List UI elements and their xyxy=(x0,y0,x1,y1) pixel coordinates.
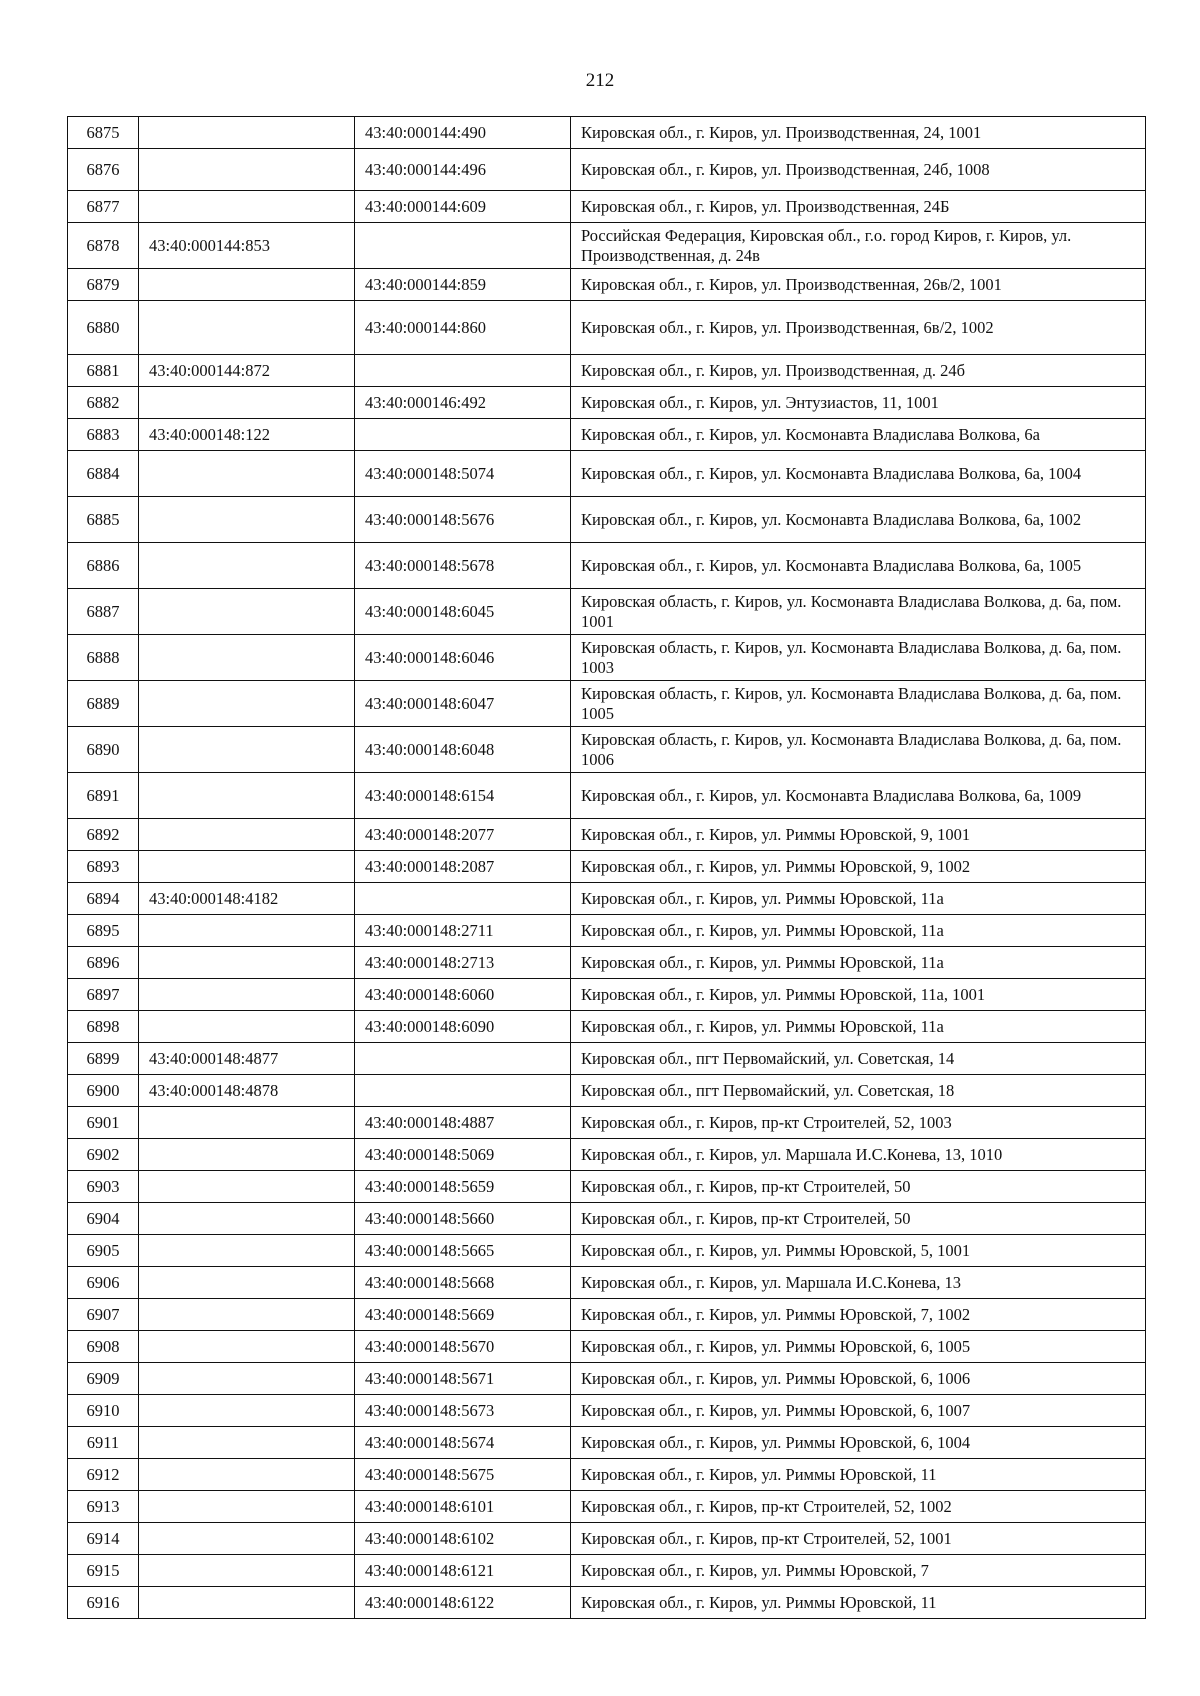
building-cadastral-cell: 43:40:000148:5671 xyxy=(355,1363,571,1395)
land-cadastral-cell xyxy=(139,451,355,497)
row-number-cell: 6894 xyxy=(68,883,139,915)
building-cadastral-cell: 43:40:000148:5074 xyxy=(355,451,571,497)
table-row xyxy=(68,1523,1146,1555)
row-number-cell: 6897 xyxy=(68,979,139,1011)
address-cell: Кировская обл., г. Киров, пр-кт Строителей, 50 xyxy=(571,1171,1146,1203)
row-number-cell: 6905 xyxy=(68,1235,139,1267)
land-cadastral-cell xyxy=(139,1491,355,1523)
address-cell: Кировская обл., г. Киров, пр-кт Строителей, 52, 1002 xyxy=(571,1491,1146,1523)
table-row xyxy=(68,149,1146,191)
table-row xyxy=(68,947,1146,979)
land-cadastral-cell xyxy=(139,1395,355,1427)
row-number-cell: 6889 xyxy=(68,681,139,727)
row-number-cell: 6901 xyxy=(68,1107,139,1139)
building-cadastral-cell: 43:40:000148:2077 xyxy=(355,819,571,851)
land-cadastral-cell xyxy=(139,1331,355,1363)
table-row xyxy=(68,1043,1146,1075)
land-cadastral-cell xyxy=(139,1459,355,1491)
table-row xyxy=(68,117,1146,149)
land-cadastral-cell: 43:40:000144:872 xyxy=(139,355,355,387)
building-cadastral-cell: 43:40:000144:496 xyxy=(355,149,571,191)
row-number-cell: 6902 xyxy=(68,1139,139,1171)
land-cadastral-cell xyxy=(139,1363,355,1395)
table-row xyxy=(68,1427,1146,1459)
address-cell: Кировская обл., г. Киров, ул. Риммы Юровской, 9, 1001 xyxy=(571,819,1146,851)
building-cadastral-cell: 43:40:000148:5659 xyxy=(355,1171,571,1203)
table-row xyxy=(68,269,1146,301)
page-number: 212 xyxy=(585,70,615,91)
table-row xyxy=(68,819,1146,851)
table-row xyxy=(68,635,1146,681)
land-cadastral-cell xyxy=(139,1107,355,1139)
row-number-cell: 6915 xyxy=(68,1555,139,1587)
row-number-cell: 6896 xyxy=(68,947,139,979)
address-cell: Кировская обл., г. Киров, ул. Производственная, 24б, 1008 xyxy=(571,149,1146,191)
land-cadastral-cell: 43:40:000148:4877 xyxy=(139,1043,355,1075)
land-cadastral-cell xyxy=(139,387,355,419)
land-cadastral-cell xyxy=(139,1555,355,1587)
land-cadastral-cell xyxy=(139,1011,355,1043)
address-cell: Кировская обл., г. Киров, ул. Производственная, 24, 1001 xyxy=(571,117,1146,149)
land-cadastral-cell xyxy=(139,1267,355,1299)
row-number-cell: 6904 xyxy=(68,1203,139,1235)
address-cell: Кировская обл., г. Киров, пр-кт Строителей, 52, 1001 xyxy=(571,1523,1146,1555)
table-row xyxy=(68,773,1146,819)
row-number-cell: 6906 xyxy=(68,1267,139,1299)
row-number-cell: 6900 xyxy=(68,1075,139,1107)
row-number-cell: 6886 xyxy=(68,543,139,589)
row-number-cell: 6914 xyxy=(68,1523,139,1555)
row-number-cell: 6895 xyxy=(68,915,139,947)
table-row xyxy=(68,451,1146,497)
table-row xyxy=(68,589,1146,635)
row-number-cell: 6908 xyxy=(68,1331,139,1363)
table-row xyxy=(68,727,1146,773)
address-cell: Кировская обл., пгт Первомайский, ул. Советская, 18 xyxy=(571,1075,1146,1107)
row-number-cell: 6909 xyxy=(68,1363,139,1395)
address-cell: Кировская обл., г. Киров, ул. Маршала И.С.Конева, 13, 1010 xyxy=(571,1139,1146,1171)
row-number-cell: 6878 xyxy=(68,223,139,269)
row-number-cell: 6882 xyxy=(68,387,139,419)
building-cadastral-cell: 43:40:000144:859 xyxy=(355,269,571,301)
table-row xyxy=(68,387,1146,419)
building-cadastral-cell: 43:40:000146:492 xyxy=(355,387,571,419)
table-row xyxy=(68,979,1146,1011)
land-cadastral-cell: 43:40:000148:4878 xyxy=(139,1075,355,1107)
land-cadastral-cell xyxy=(139,727,355,773)
land-cadastral-cell xyxy=(139,979,355,1011)
building-cadastral-cell: 43:40:000148:6154 xyxy=(355,773,571,819)
address-cell: Кировская обл., г. Киров, ул. Риммы Юровской, 7, 1002 xyxy=(571,1299,1146,1331)
address-cell: Кировская обл., г. Киров, ул. Производственная, 26в/2, 1001 xyxy=(571,269,1146,301)
row-number-cell: 6899 xyxy=(68,1043,139,1075)
table-row xyxy=(68,1299,1146,1331)
row-number-cell: 6888 xyxy=(68,635,139,681)
row-number-cell: 6885 xyxy=(68,497,139,543)
building-cadastral-cell: 43:40:000148:2713 xyxy=(355,947,571,979)
address-cell: Кировская обл., г. Киров, ул. Маршала И.С.Конева, 13 xyxy=(571,1267,1146,1299)
building-cadastral-cell: 43:40:000148:6047 xyxy=(355,681,571,727)
address-cell: Кировская обл., г. Киров, ул. Риммы Юровской, 11 xyxy=(571,1459,1146,1491)
land-cadastral-cell xyxy=(139,497,355,543)
building-cadastral-cell xyxy=(355,1043,571,1075)
building-cadastral-cell: 43:40:000148:2087 xyxy=(355,851,571,883)
land-cadastral-cell xyxy=(139,269,355,301)
address-cell: Кировская обл., г. Киров, ул. Риммы Юровской, 11а xyxy=(571,1011,1146,1043)
table-row xyxy=(68,1395,1146,1427)
building-cadastral-cell: 43:40:000148:5675 xyxy=(355,1459,571,1491)
table-row xyxy=(68,1555,1146,1587)
address-cell: Кировская обл., г. Киров, ул. Космонавта Владислава Волкова, 6а, 1002 xyxy=(571,497,1146,543)
table-row xyxy=(68,301,1146,355)
address-cell: Кировская обл., г. Киров, пр-кт Строителей, 52, 1003 xyxy=(571,1107,1146,1139)
building-cadastral-cell: 43:40:000148:5660 xyxy=(355,1203,571,1235)
building-cadastral-cell: 43:40:000144:609 xyxy=(355,191,571,223)
land-cadastral-cell xyxy=(139,1523,355,1555)
building-cadastral-cell: 43:40:000148:6045 xyxy=(355,589,571,635)
building-cadastral-cell: 43:40:000148:5665 xyxy=(355,1235,571,1267)
row-number-cell: 6880 xyxy=(68,301,139,355)
land-cadastral-cell xyxy=(139,117,355,149)
address-cell: Кировская обл., г. Киров, ул. Риммы Юровской, 5, 1001 xyxy=(571,1235,1146,1267)
address-cell: Кировская область, г. Киров, ул. Космонавта Владислава Волкова, д. 6а, пом. 1005 xyxy=(571,681,1146,727)
building-cadastral-cell: 43:40:000148:6046 xyxy=(355,635,571,681)
address-cell: Кировская обл., г. Киров, ул. Риммы Юровской, 9, 1002 xyxy=(571,851,1146,883)
building-cadastral-cell: 43:40:000144:490 xyxy=(355,117,571,149)
building-cadastral-cell: 43:40:000148:6122 xyxy=(355,1587,571,1619)
row-number-cell: 6877 xyxy=(68,191,139,223)
address-cell: Кировская обл., г. Киров, ул. Производственная, 6в/2, 1002 xyxy=(571,301,1146,355)
address-cell: Кировская обл., г. Киров, ул. Производственная, 24Б xyxy=(571,191,1146,223)
address-cell: Кировская обл., г. Киров, ул. Риммы Юровской, 6, 1006 xyxy=(571,1363,1146,1395)
building-cadastral-cell: 43:40:000148:6102 xyxy=(355,1523,571,1555)
address-cell: Кировская обл., г. Киров, ул. Космонавта Владислава Волкова, 6а xyxy=(571,419,1146,451)
land-cadastral-cell: 43:40:000148:4182 xyxy=(139,883,355,915)
table-row xyxy=(68,543,1146,589)
land-cadastral-cell xyxy=(139,773,355,819)
address-cell: Кировская обл., г. Киров, ул. Риммы Юровской, 11а xyxy=(571,883,1146,915)
building-cadastral-cell: 43:40:000148:6048 xyxy=(355,727,571,773)
table-row xyxy=(68,1363,1146,1395)
land-cadastral-cell: 43:40:000144:853 xyxy=(139,223,355,269)
table-row xyxy=(68,1011,1146,1043)
building-cadastral-cell: 43:40:000148:6060 xyxy=(355,979,571,1011)
row-number-cell: 6892 xyxy=(68,819,139,851)
row-number-cell: 6883 xyxy=(68,419,139,451)
address-cell: Кировская область, г. Киров, ул. Космонавта Владислава Волкова, д. 6а, пом. 1001 xyxy=(571,589,1146,635)
building-cadastral-cell: 43:40:000148:4887 xyxy=(355,1107,571,1139)
row-number-cell: 6875 xyxy=(68,117,139,149)
building-cadastral-cell: 43:40:000148:5676 xyxy=(355,497,571,543)
land-cadastral-cell xyxy=(139,635,355,681)
table-row xyxy=(68,497,1146,543)
land-cadastral-cell xyxy=(139,191,355,223)
building-cadastral-cell xyxy=(355,355,571,387)
table-row xyxy=(68,1459,1146,1491)
building-cadastral-cell: 43:40:000148:5669 xyxy=(355,1299,571,1331)
row-number-cell: 6916 xyxy=(68,1587,139,1619)
row-number-cell: 6910 xyxy=(68,1395,139,1427)
land-cadastral-cell: 43:40:000148:122 xyxy=(139,419,355,451)
address-cell: Кировская обл., г. Киров, ул. Риммы Юровской, 7 xyxy=(571,1555,1146,1587)
address-cell: Кировская обл., г. Киров, ул. Риммы Юровской, 6, 1004 xyxy=(571,1427,1146,1459)
table-row xyxy=(68,1267,1146,1299)
land-cadastral-cell xyxy=(139,149,355,191)
address-cell: Кировская обл., г. Киров, ул. Риммы Юровской, 11а, 1001 xyxy=(571,979,1146,1011)
row-number-cell: 6887 xyxy=(68,589,139,635)
row-number-cell: 6898 xyxy=(68,1011,139,1043)
land-cadastral-cell xyxy=(139,1171,355,1203)
address-cell: Кировская обл., г. Киров, ул. Космонавта Владислава Волкова, 6а, 1004 xyxy=(571,451,1146,497)
address-cell: Кировская обл., г. Киров, ул. Космонавта Владислава Волкова, 6а, 1009 xyxy=(571,773,1146,819)
land-cadastral-cell xyxy=(139,851,355,883)
table-row xyxy=(68,1171,1146,1203)
building-cadastral-cell: 43:40:000148:5674 xyxy=(355,1427,571,1459)
building-cadastral-cell xyxy=(355,1075,571,1107)
land-cadastral-cell xyxy=(139,915,355,947)
building-cadastral-cell: 43:40:000148:6121 xyxy=(355,1555,571,1587)
building-cadastral-cell: 43:40:000144:860 xyxy=(355,301,571,355)
land-cadastral-cell xyxy=(139,819,355,851)
building-cadastral-cell xyxy=(355,419,571,451)
address-cell: Российская Федерация, Кировская обл., г.о. город Киров, г. Киров, ул. Производственная, д. 24в xyxy=(571,223,1146,269)
row-number-cell: 6891 xyxy=(68,773,139,819)
table-row xyxy=(68,1107,1146,1139)
building-cadastral-cell: 43:40:000148:5069 xyxy=(355,1139,571,1171)
row-number-cell: 6893 xyxy=(68,851,139,883)
building-cadastral-cell: 43:40:000148:5673 xyxy=(355,1395,571,1427)
address-cell: Кировская обл., г. Киров, ул. Риммы Юровской, 11 xyxy=(571,1587,1146,1619)
address-cell: Кировская обл., г. Киров, пр-кт Строителей, 50 xyxy=(571,1203,1146,1235)
address-cell: Кировская обл., г. Киров, ул. Риммы Юровской, 6, 1005 xyxy=(571,1331,1146,1363)
row-number-cell: 6881 xyxy=(68,355,139,387)
table-row xyxy=(68,1331,1146,1363)
registry-table-body xyxy=(68,117,1146,1619)
address-cell: Кировская область, г. Киров, ул. Космонавта Владислава Волкова, д. 6а, пом. 1003 xyxy=(571,635,1146,681)
address-cell: Кировская область, г. Киров, ул. Космонавта Владислава Волкова, д. 6а, пом. 1006 xyxy=(571,727,1146,773)
table-row xyxy=(68,419,1146,451)
building-cadastral-cell: 43:40:000148:5670 xyxy=(355,1331,571,1363)
building-cadastral-cell xyxy=(355,883,571,915)
land-cadastral-cell xyxy=(139,947,355,979)
building-cadastral-cell: 43:40:000148:5678 xyxy=(355,543,571,589)
address-cell: Кировская обл., г. Киров, ул. Риммы Юровской, 11а xyxy=(571,947,1146,979)
table-row xyxy=(68,1491,1146,1523)
table-row xyxy=(68,1203,1146,1235)
land-cadastral-cell xyxy=(139,589,355,635)
address-cell: Кировская обл., г. Киров, ул. Риммы Юровской, 6, 1007 xyxy=(571,1395,1146,1427)
table-row xyxy=(68,851,1146,883)
address-cell: Кировская обл., г. Киров, ул. Космонавта Владислава Волкова, 6а, 1005 xyxy=(571,543,1146,589)
row-number-cell: 6876 xyxy=(68,149,139,191)
row-number-cell: 6907 xyxy=(68,1299,139,1331)
land-cadastral-cell xyxy=(139,301,355,355)
table-row xyxy=(68,883,1146,915)
address-cell: Кировская обл., г. Киров, ул. Производственная, д. 24б xyxy=(571,355,1146,387)
building-cadastral-cell: 43:40:000148:6090 xyxy=(355,1011,571,1043)
row-number-cell: 6912 xyxy=(68,1459,139,1491)
land-cadastral-cell xyxy=(139,1299,355,1331)
land-cadastral-cell xyxy=(139,1427,355,1459)
row-number-cell: 6911 xyxy=(68,1427,139,1459)
table-row xyxy=(68,355,1146,387)
table-row xyxy=(68,1235,1146,1267)
row-number-cell: 6913 xyxy=(68,1491,139,1523)
address-cell: Кировская обл., г. Киров, ул. Энтузиастов, 11, 1001 xyxy=(571,387,1146,419)
row-number-cell: 6884 xyxy=(68,451,139,497)
land-cadastral-cell xyxy=(139,1587,355,1619)
table-row xyxy=(68,681,1146,727)
building-cadastral-cell: 43:40:000148:5668 xyxy=(355,1267,571,1299)
land-cadastral-cell xyxy=(139,681,355,727)
row-number-cell: 6903 xyxy=(68,1171,139,1203)
building-cadastral-cell: 43:40:000148:6101 xyxy=(355,1491,571,1523)
land-cadastral-cell xyxy=(139,543,355,589)
registry-table xyxy=(67,116,1146,1619)
table-row xyxy=(68,1075,1146,1107)
address-cell: Кировская обл., пгт Первомайский, ул. Советская, 14 xyxy=(571,1043,1146,1075)
land-cadastral-cell xyxy=(139,1203,355,1235)
building-cadastral-cell: 43:40:000148:2711 xyxy=(355,915,571,947)
table-row xyxy=(68,1587,1146,1619)
table-row xyxy=(68,223,1146,269)
row-number-cell: 6879 xyxy=(68,269,139,301)
land-cadastral-cell xyxy=(139,1139,355,1171)
row-number-cell: 6890 xyxy=(68,727,139,773)
address-cell: Кировская обл., г. Киров, ул. Риммы Юровской, 11а xyxy=(571,915,1146,947)
table-row xyxy=(68,191,1146,223)
land-cadastral-cell xyxy=(139,1235,355,1267)
table-row xyxy=(68,1139,1146,1171)
building-cadastral-cell xyxy=(355,223,571,269)
table-row xyxy=(68,915,1146,947)
